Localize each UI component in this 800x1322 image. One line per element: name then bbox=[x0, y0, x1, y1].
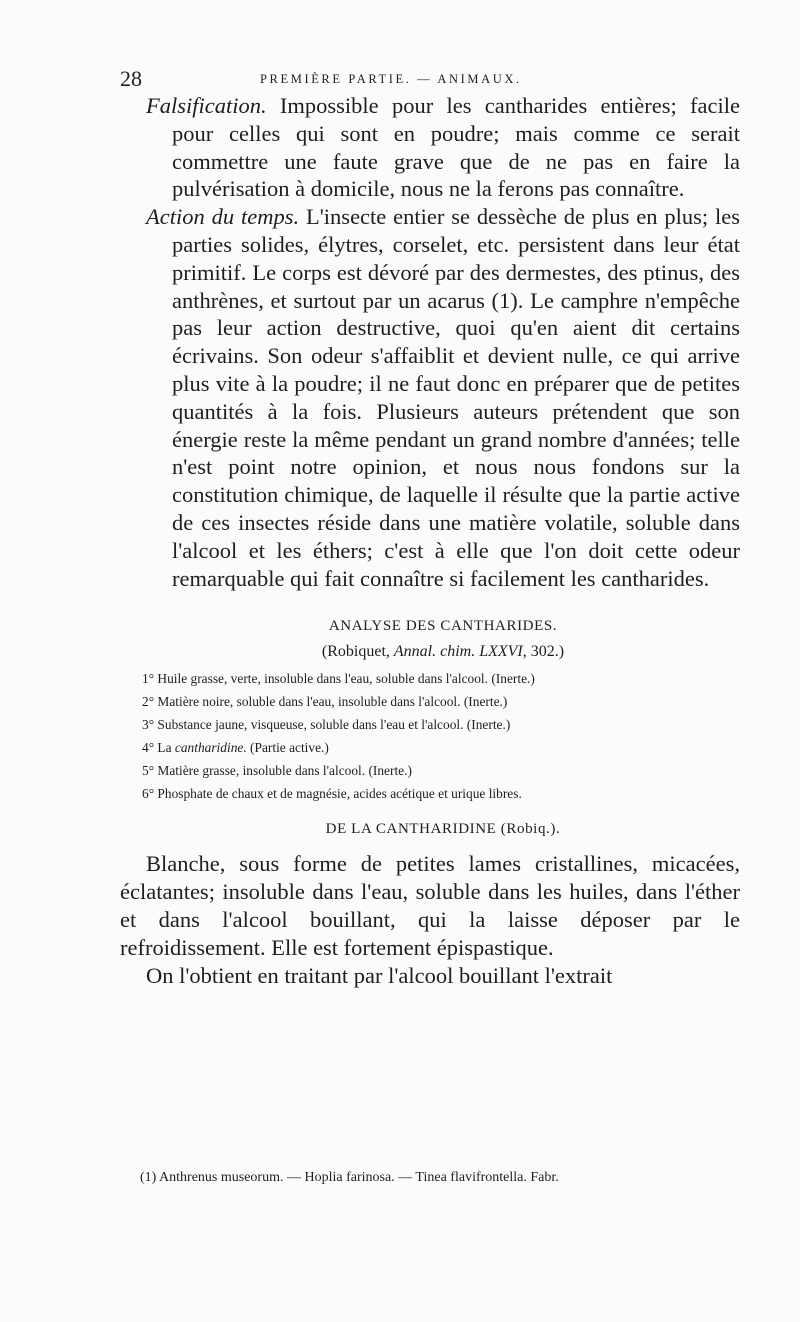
ref-journal: Annal. chim. LXXVI, bbox=[393, 643, 527, 661]
item-text: Matière grasse, insoluble dans l'alcool. (Inerte.) bbox=[157, 763, 412, 779]
footnote-text: Anthrenus museorum. — Hoplia farinosa. — Tinea flavifrontella. Fabr. bbox=[156, 1170, 559, 1185]
item-text: Substance jaune, visqueuse, soluble dans l'eau et l'alcool. (Inerte.) bbox=[157, 717, 511, 733]
cantharidine-heading: DE LA CANTHARIDINE (Robiq.). bbox=[325, 821, 561, 838]
item-text: (Partie active.) bbox=[246, 740, 329, 756]
falsification-label: Falsification. bbox=[146, 93, 267, 118]
cantharidine-paragraph: Blanche, sous forme de petites lames cristallines, micacées, éclatantes; insoluble dans l'eau, soluble dans les huiles, dans l'éther et dans l'alcool bouillant, qui la laisse déposer par le refroidissement. Elle est fortement épispastique. bbox=[120, 851, 740, 961]
item-text: Phosphate de chaux et de magnésie, acides acétique et urique libres. bbox=[157, 786, 522, 802]
list-item bbox=[142, 713, 742, 736]
item-number: 6° bbox=[142, 786, 155, 802]
item-number: 1° bbox=[142, 671, 155, 687]
item-number: 2° bbox=[142, 694, 155, 710]
analysis-heading: ANALYSE DES CANTHARIDES. bbox=[328, 618, 558, 635]
page-number: 28 bbox=[120, 66, 142, 91]
page-body bbox=[120, 92, 740, 990]
running-title: PREMIÈRE PARTIE. — ANIMAUX. bbox=[260, 72, 522, 86]
analysis-reference bbox=[146, 643, 740, 661]
item-italic-term: cantharidine. bbox=[174, 740, 247, 756]
action-du-temps-paragraph bbox=[120, 203, 740, 592]
list-item bbox=[142, 667, 742, 690]
action-du-temps-label: Action du temps. bbox=[146, 204, 300, 230]
falsification-text: Impossible pour les cantharides entières; facile pour celles qui sont en poudre; mais comme ce serait commettre une faute grave que de ne pas en faire la pulvérisation à domicile, nous ne la ferons pas connaître. bbox=[172, 93, 740, 202]
footnote bbox=[140, 1170, 740, 1186]
ref-open: (Robiquet, bbox=[321, 643, 394, 661]
item-text: La bbox=[157, 740, 175, 756]
falsification-paragraph bbox=[120, 92, 740, 203]
list-item bbox=[142, 736, 742, 759]
item-text: Huile grasse, verte, insoluble dans l'eau, soluble dans l'alcool. (Inerte.) bbox=[157, 671, 535, 687]
item-number: 4° bbox=[142, 740, 155, 756]
cantharidine-extraction-paragraph: On l'obtient en traitant par l'alcool bouillant l'extrait bbox=[146, 963, 613, 989]
list-item bbox=[142, 759, 742, 782]
item-text: Matière noire, soluble dans l'eau, insoluble dans l'alcool. (Inerte.) bbox=[157, 694, 508, 710]
item-number: 5° bbox=[142, 763, 155, 779]
item-number: 3° bbox=[142, 717, 155, 733]
ref-close: 302.) bbox=[526, 643, 565, 661]
list-item bbox=[142, 782, 742, 805]
footnote-marker: (1) bbox=[140, 1170, 157, 1185]
list-item bbox=[142, 690, 742, 713]
analysis-list bbox=[120, 667, 742, 805]
page-header bbox=[120, 66, 710, 94]
action-du-temps-text: L'insecte entier se dessèche de plus en plus; les parties solides, élytres, corselet, etc. persistent dans leur état primitif. Le corps est dévoré par des dermestes, des ptinus, des anthrènes, et surtout par un acarus (1). Le camphre n'empêche pas leur action destructive, quoi qu'en aient dit certains écrivains. Son odeur s'affaiblit et devient nulle, ce qui arrive plus vite à la poudre; il ne faut donc en préparer que de petites quantités à la fois. Plusieurs auteurs prétendent que son énergie reste la même pendant un grand nombre d'années; telle n'est point notre opinion, et nous nous fondons sur la constitution chimique, de laquelle il résulte que la partie active de ces insectes réside dans une matière volatile, soluble dans l'alcool et les éthers; c'est à elle que l'on doit cette odeur remarquable qui fait connaître si facilement les cantharides. bbox=[172, 204, 740, 591]
